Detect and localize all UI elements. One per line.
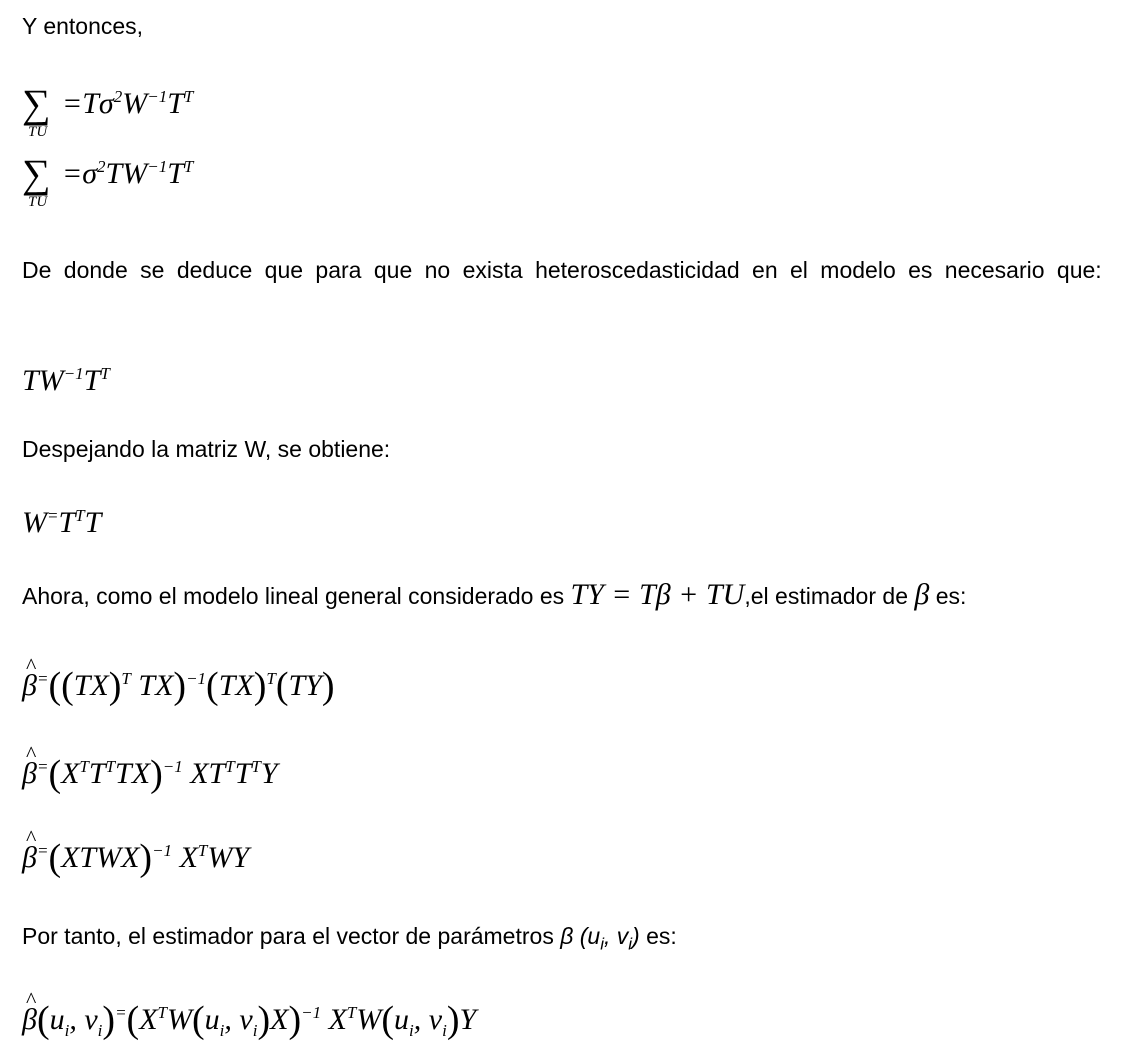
equation-sum-1: ∑ TU $=T\sigma^2W^{-1}T^T$ — [22, 81, 194, 140]
sum-subscript: TU — [28, 194, 48, 210]
equation-sum-2: ∑ TU $=\sigma^2TW^{-1}T^T$ — [22, 151, 194, 210]
inline-beta-ui-vi: β ($u_i$, $v_i$) — [560, 923, 640, 954]
inline-model-equation: TY = Tβ + TU — [570, 578, 745, 611]
equation-estimator-3: ^ β=(XTWX)$^{-1}$ $X^TWY$ — [22, 836, 249, 880]
inline-beta: β — [914, 578, 930, 611]
paragraph-despejando: Despejando la matriz W, se obtiene: — [22, 436, 391, 462]
sum-subscript: TU — [28, 124, 48, 140]
equation-estimator-2: ^ $\beta^=(X^TT^TTX)^{-1}$ $XT^TT^TY$ — [22, 752, 278, 796]
equation-estimator-final: ^ $\beta(u_i$, $v_i)^=(X^TW(u_i$, $v_i)X)^{-1}$ $X^TW(u_i$, $v_i)Y$ — [22, 998, 476, 1042]
equation-twt: $TW^{-1}T^T$ — [22, 364, 110, 397]
intro-text: Y entonces, — [22, 13, 144, 39]
paragraph-modelo-lineal: Ahora, como el modelo lineal general considerado es TY = Tβ + TU,el estimador de β es: — [22, 578, 967, 611]
paragraph-heteroscedasticity: De donde se deduce que para que no exista heteroscedasticidad en el modelo es necesario que: — [22, 257, 1102, 283]
paragraph-por-tanto: Por tanto, el estimador para el vector de parámetros β ($u_i$, $v_i$) es: — [22, 923, 677, 954]
equation-estimator-1: ^ β=((TX)$^T$ TX)$^{-1}$(TX)$^T$(TY) — [22, 664, 335, 708]
equation-w: $W^=T^TT$ — [22, 506, 102, 539]
